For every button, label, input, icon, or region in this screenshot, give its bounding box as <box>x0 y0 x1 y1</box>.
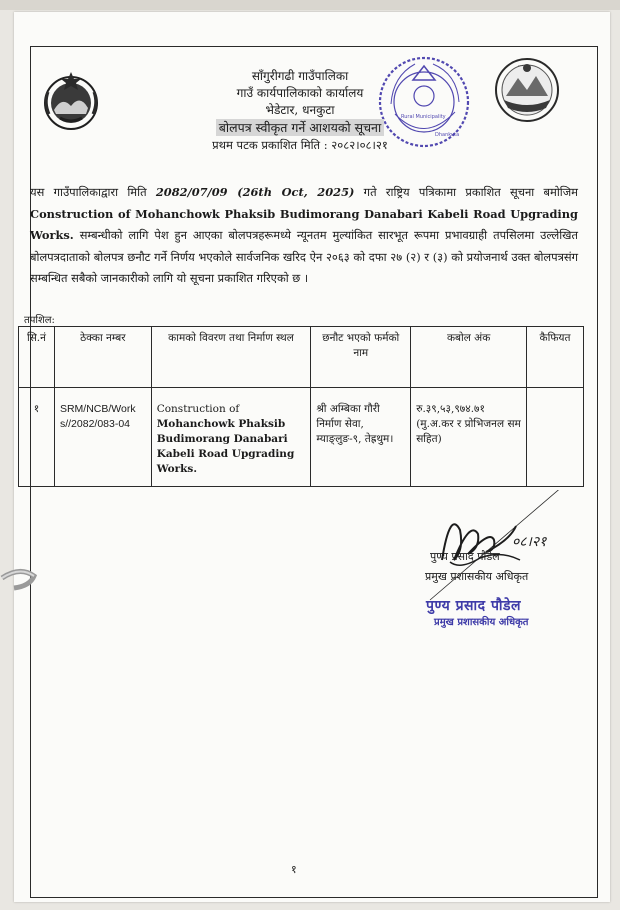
stamp-title: प्रमुख प्रशासकीय अधिकृत <box>434 617 529 628</box>
schedule-table <box>18 326 584 487</box>
header-work: कामको विवरण तथा निर्माण स्थल <box>151 327 311 388</box>
project-name: Construction of Mohanchowk Phaksib Budimorang Danabari Kabeli Road Upgrading Works. <box>30 206 578 242</box>
cell-contract-no: SRM/NCB/Works//2082/083-04 <box>54 388 151 487</box>
stamp-name: पुण्य प्रसाद पौडेल <box>426 598 522 614</box>
table-row <box>19 388 584 487</box>
cell-sn: १ <box>19 388 55 487</box>
signer-title: प्रमुख प्रशासकीय अधिकृत <box>425 570 529 583</box>
body-part-3: सम्बन्धीको लागि पेश हुन आएका बोलपत्रहरूमध्ये न्यूनतम मुल्यांकित सारभूत रूपमा प्रभावग्राही तपसिलमा उल्लेखित बोलपत्रदाताको बोलपत्र छनौट गर्ने निर्णय भएकोले सार्वजनिक खरिद ऐन २०६३ को दफा २७ (२) र (३) को प्रयोजनार्थ उक्त बोलपत्रसंग सम्बन्धित सबैको जानकारीको लागि यो सूचना प्रकाशित गरिएको छ । <box>30 228 578 285</box>
work-prefix: Construction of <box>156 403 240 415</box>
municipality-logo-icon <box>494 56 560 124</box>
municipality-name: साँगुरीगढी गाउँपालिका <box>251 69 349 83</box>
published-date: प्रथम पटक प्रकाशित मिति : २०८२।०८।२१ <box>212 138 388 152</box>
signer-name: पुण्य प्रसाद पौडेल <box>430 550 500 563</box>
header-remarks: कैफियत <box>527 327 584 388</box>
signed-date: ०८।२१ <box>512 534 547 550</box>
binder-clip <box>0 560 40 600</box>
scan-top-strip <box>0 0 620 10</box>
cell-amount: रु.३९,५३,९७४.७१ (मु.अ.कर र प्रोभिजनल सम सहित) <box>411 388 527 487</box>
office-address: भेडेटार, धनकुटा <box>265 103 335 117</box>
header-sn: सि.नं <box>19 327 55 388</box>
letterhead <box>160 68 440 154</box>
cell-remarks <box>527 388 584 487</box>
notice-title: बोलपत्र स्वीकृत गर्ने आशयको सूचना <box>216 119 384 136</box>
cell-work <box>151 388 311 487</box>
header-amount: कबोल अंक <box>411 327 527 388</box>
svg-text:Dhankuta: Dhankuta <box>435 132 460 138</box>
page-number: १ <box>291 863 297 876</box>
schedule-label: तपशिल: <box>24 315 55 326</box>
header-contract-no: ठेक्का नम्बर <box>54 327 151 388</box>
cell-firm: श्री अम्बिका गौरी निर्माण सेवा, म्याङ्लुङ-९, तेह्रथुम। <box>311 388 411 487</box>
body-part-1: यस गाउँपालिकाद्वारा मिति <box>30 185 156 199</box>
nepal-emblem-icon <box>40 70 102 132</box>
body-part-2: गते राष्ट्रिय पत्रिकामा प्रकाशित सूचना बमोजिम <box>354 185 578 199</box>
notice-date: 2082/07/09 (26th Oct, 2025) <box>155 185 355 199</box>
table-header-row <box>19 327 584 388</box>
header-firm: छनौट भएको फर्मको नाम <box>311 327 411 388</box>
work-bold: Mohanchowk Phaksib Budimorang Danabari Kabeli Road Upgrading Works. <box>156 418 295 475</box>
notice-body <box>30 182 578 290</box>
svg-text:---: --- <box>518 63 524 69</box>
svg-text:Rural Municipality: Rural Municipality <box>401 114 446 120</box>
office-name: गाउँ कार्यपालिकाको कार्यालय <box>236 86 364 100</box>
